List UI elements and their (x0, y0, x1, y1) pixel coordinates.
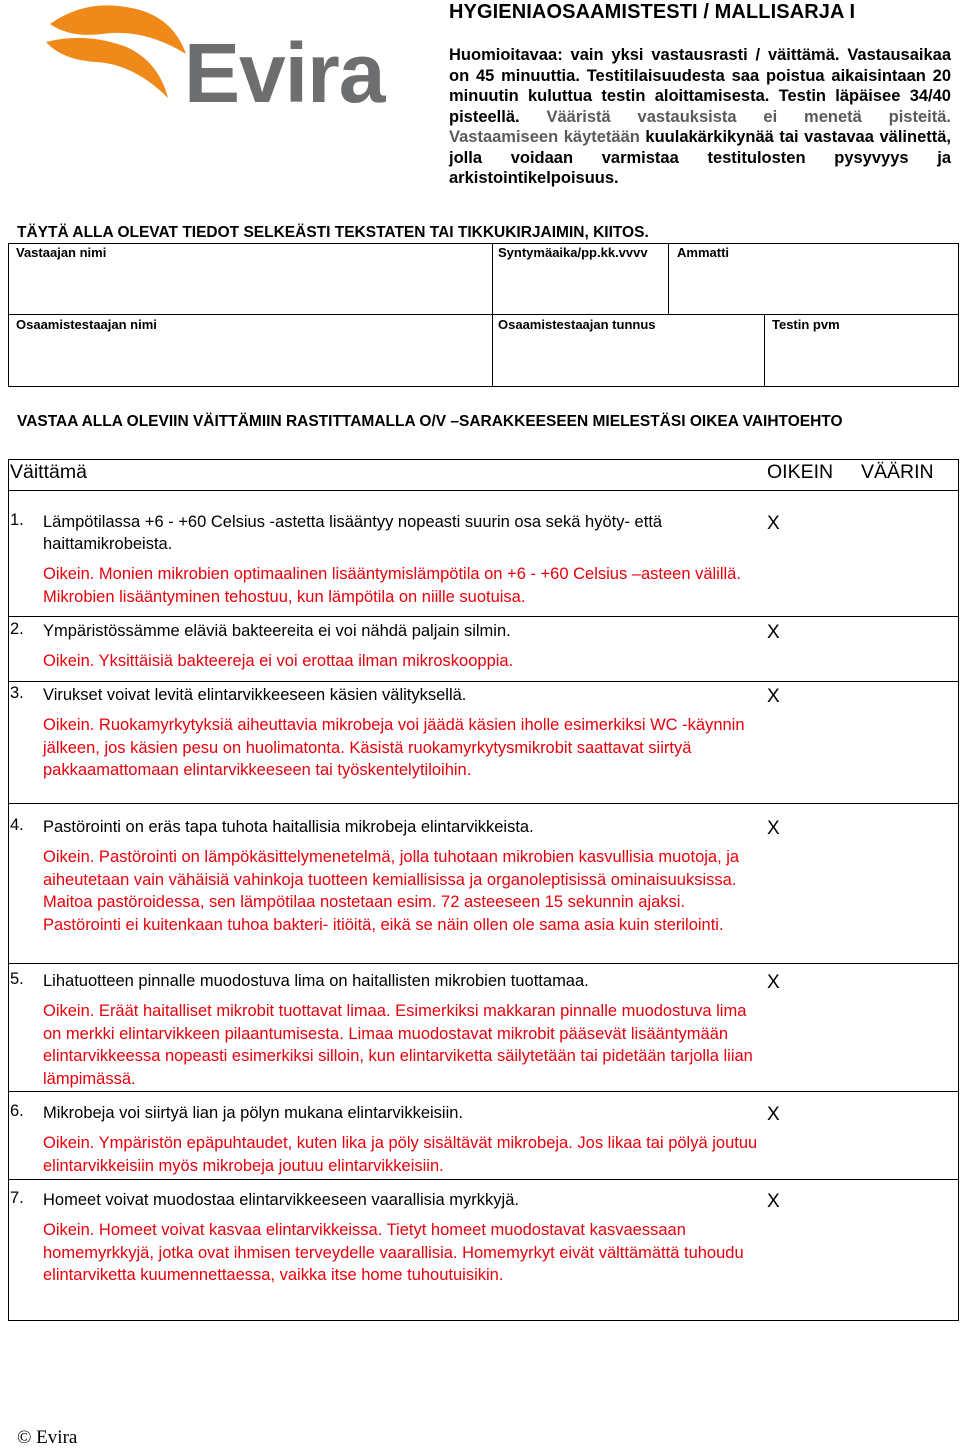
field-tester-id-label: Osaamistestaajan tunnus (498, 317, 656, 332)
notice-text-gray: Vääristä vastauksista ei menetä pisteitä. Vastaamiseen käytetään (449, 107, 951, 146)
qtable-row-divider-3 (8, 803, 959, 804)
question-statement: Ympäristössämme eläviä bakteereita ei voi nähdä paljain silmin. (43, 622, 511, 640)
answer-mark-correct: X (767, 622, 780, 643)
evira-logo (44, 2, 414, 120)
question-statement: Lämpötilassa +6 - +60 Celsius -astetta lisääntyy nopeasti suurin osa sekä hyöty- että haittamikrobeista. (43, 513, 663, 553)
answer-mark-correct: X (767, 1191, 780, 1212)
field-name-label: Vastaajan nimi (16, 245, 107, 260)
question-explanation: Oikein. Homeet voivat kasvaa elintarvikkeissa. Tietyt homeet muodostavat kasvaessaan homemyrkkyjä, jotka ovat ihmisen terveydelle vaarallisia. Homemyrkyt eivät välttämättä tuhoudu elintarviketta kuumennettaessa, vaikka itse home tuhoutuisikin. (43, 1221, 744, 1284)
qtable-border-bottom (8, 1320, 959, 1321)
info-border-middle (8, 314, 959, 315)
question-explanation: Oikein. Monien mikrobien optimaalinen lisääntymislämpötila on +6 - +60 Celsius –asteen välillä. Mikrobien lisääntyminen tehostuu, kun lämpötila on niille suotuisa. (43, 565, 741, 606)
field-test-date-label: Testin pvm (772, 317, 840, 332)
info-border-right (958, 243, 959, 387)
info-divider-1 (492, 243, 493, 387)
answer-mark-correct: X (767, 686, 780, 707)
info-divider-2 (668, 243, 669, 315)
column-header-wrong: VÄÄRIN (861, 461, 934, 483)
copyright-footer: © Evira (17, 1427, 78, 1448)
answer-mark-correct: X (767, 818, 780, 839)
fill-instruction: TÄYTÄ ALLA OLEVAT TIEDOT SELKEÄSTI TEKSTATEN TAI TIKKUKIRJAIMIN, KIITOS. (17, 224, 649, 241)
field-tester-name-label: Osaamistestaajan nimi (16, 317, 157, 332)
notice-text-black: Huomioitavaa: vain yksi vastausrasti / väittämä. Vastausaikaa on 45 minuuttia. Testitilaisuudesta saa poistua aikaisintaan 20 minuutin kuluttua testin aloittamisesta. Testin läpäisee 34/40 pisteellä. (449, 46, 951, 126)
question-number: 6. (10, 1102, 24, 1120)
qtable-row-divider-4 (8, 963, 959, 964)
qtable-border-left (8, 459, 9, 1321)
notice-text-black-2: kuulakärkikynää tai vastavaa välinettä, jolla voidaan varmistaa testitulosten pysyvyys ja arkistointikelpoisuus. (449, 128, 951, 187)
question-number: 4. (10, 816, 24, 834)
qtable-row-divider-6 (8, 1179, 959, 1180)
answer-mark-correct: X (767, 972, 780, 993)
question-statement: Lihatuotteen pinnalle muodostuva lima on haitallisten mikrobien tuottamaa. (43, 972, 589, 990)
answer-instruction: VASTAA ALLA OLEVIIN VÄITTÄMIIN RASTITTAMALLA O/V –SARAKKEESEEN MIELESTÄSI OIKEA VAIHTOEHTO (17, 413, 843, 430)
qtable-row-divider-2 (8, 681, 959, 682)
qtable-row-divider-5 (8, 1091, 959, 1092)
respondent-info-table (8, 243, 959, 387)
questions-table (8, 459, 959, 1321)
info-border-bottom (8, 386, 959, 387)
question-number: 5. (10, 970, 24, 988)
info-border-top (8, 243, 959, 244)
question-explanation: Oikein. Ympäristön epäpuhtaudet, kuten lika ja pöly sisältävät mikrobeja. Jos likaa tai pölyä joutuu elintarvikkeisiin myös mikrobeja joutuu elintarvikkeisiin. (43, 1134, 758, 1175)
qtable-header-bottom (8, 490, 959, 491)
question-number: 2. (10, 620, 24, 638)
field-occupation-label: Ammatti (677, 245, 730, 260)
evira-logo-graphic (44, 2, 414, 120)
document-title: HYGIENIAOSAAMISTESTI / MALLISARJA I (449, 1, 856, 23)
question-statement: Homeet voivat muodostaa elintarvikkeeseen vaarallisia myrkkyjä. (43, 1191, 519, 1209)
qtable-border-right (958, 459, 959, 1321)
question-number: 3. (10, 684, 24, 702)
answer-mark-correct: X (767, 1104, 780, 1125)
question-number: 1. (10, 511, 24, 529)
notice-text (449, 45, 951, 189)
question-explanation: Oikein. Eräät haitalliset mikrobit tuottavat limaa. Esimerkiksi makkaran pinnalle muodostuva lima on merkki elintarvikkeen pilaantumisesta. Limaa muodostavat mikrobit pääsevät lisääntymään elintarvikkeessa nopeasti esimerkiksi silloin, kun elintarviketta säilytetään tai pidetään tarjolla liian lämpimässä. (43, 1002, 753, 1088)
answer-mark-correct: X (767, 513, 780, 534)
field-birth-label: Syntymäaika/pp.kk.vvvv (498, 245, 648, 260)
question-explanation: Oikein. Yksittäisiä bakteereja ei voi erottaa ilman mikroskooppia. (43, 652, 514, 670)
question-statement: Mikrobeja voi siirtyä lian ja pölyn mukana elintarvikkeisiin. (43, 1104, 464, 1122)
question-explanation: Oikein. Ruokamyrkytyksiä aiheuttavia mikrobeja voi jäädä käsien iholle esimerkiksi WC -käynnin jälkeen, jos käsien pesu on huolimatonta. Käsistä ruokamyrkytysmikrobit saattavat siirtyä pakkaamattomaan elintarvikkeeseen tai työskentelytiloihin. (43, 716, 745, 779)
info-border-left (8, 243, 9, 387)
question-number: 7. (10, 1189, 24, 1207)
question-statement: Pastörointi on eräs tapa tuhota haitallisia mikrobeja elintarvikkeista. (43, 818, 534, 836)
column-header-correct: OIKEIN (767, 461, 834, 483)
question-explanation: Oikein. Pastörointi on lämpökäsittelymenetelmä, jolla tuhotaan mikrobien kasvullisia muotoja, ja aiheutetaan vain vähäisiä vahinkoja tuotteen kemiallisissa ja organoleptisissä ominaisuuksissa. Maitoa pastöroidessa, sen lämpötilaa nostetaan esim. 72 asteeseen 15 sekunnin ajaksi. Pastörointi ei kuitenkaan tuhoa bakteri- itiöitä, eikä se näin ollen ole sama asia kuin sterilointi. (43, 848, 740, 934)
qtable-border-top (8, 459, 959, 460)
column-header-statement: Väittämä (10, 461, 87, 483)
info-divider-3 (764, 315, 765, 387)
question-statement: Virukset voivat levitä elintarvikkeeseen käsien välityksellä. (43, 686, 467, 704)
qtable-row-divider-1 (8, 616, 959, 617)
logo-wordmark: Evira (184, 26, 385, 120)
